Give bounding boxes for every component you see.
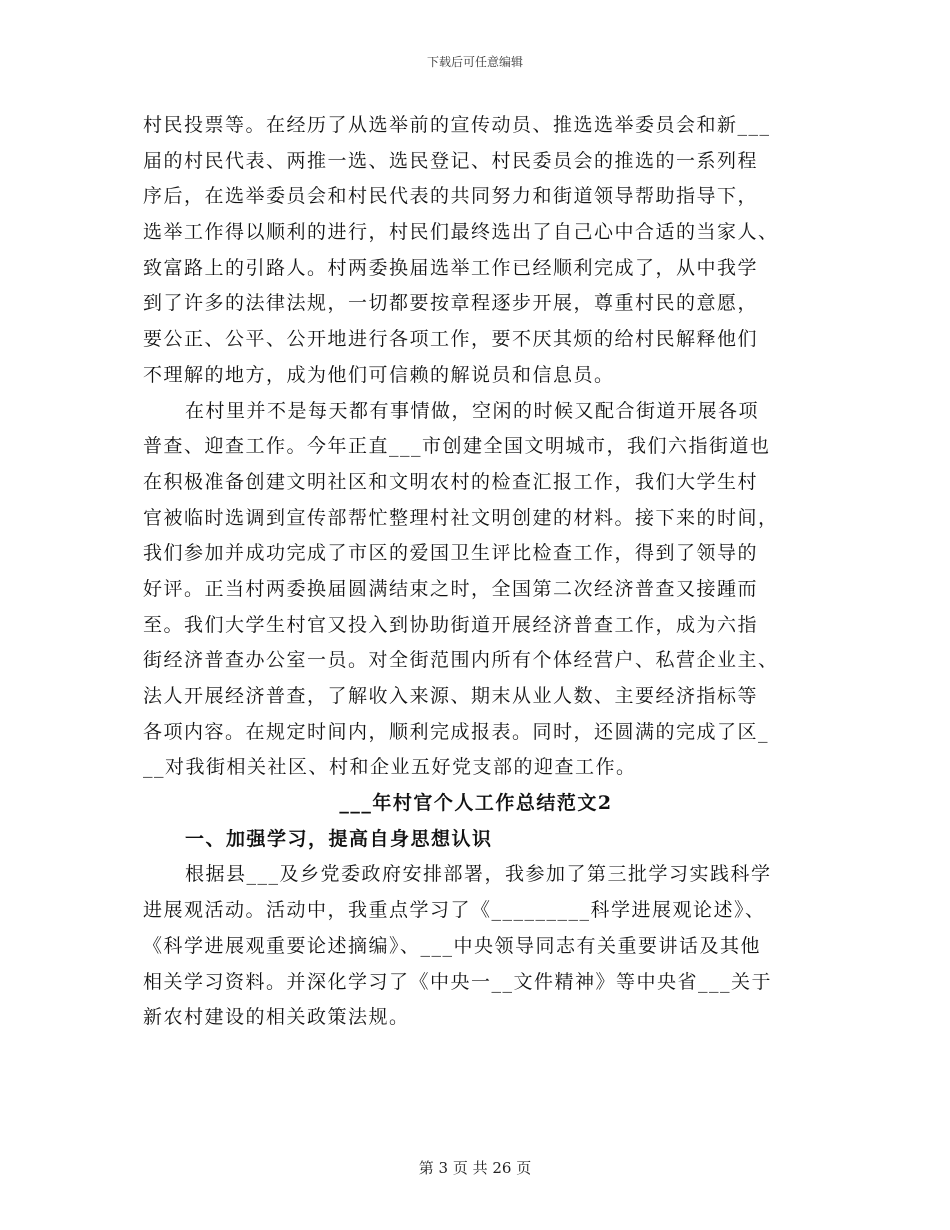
document-body (143, 108, 809, 1036)
body-line: 《科学进展观重要论述摘编》、___中央领导同志有关重要讲话及其他 (143, 934, 762, 957)
page-footer: 第 3 页 共 26 页 (418, 1159, 532, 1177)
body-line: 法人开展经济普查，了解收入来源、期末从业人数、主要经济指标等 (143, 685, 759, 707)
body-line: 相关学习资料。并深化学习了《中央一__文件精神》等中央省___关于 (143, 970, 773, 993)
body-line: 届的村民代表、两推一选、选民登记、村民委员会的推选的一系列程 (143, 149, 759, 172)
body-line: 官被临时选调到宣传部帮忙整理村社文明创建的材料。接下来的时间， (143, 506, 779, 529)
body-line: 致富路上的引路人。村两委换届选举工作已经顺利完成了，从中我学 (143, 256, 759, 279)
body-line: 村民投票等。在经历了从选举前的宣传动员、推选选举委员会和新___ (143, 114, 771, 136)
body-line: __对我街相关社区、村和企业五好党支部的迎查工作。 (143, 756, 637, 779)
paragraph-start-line: 在村里并不是每天都有事情做，空闲的时候又配合街道开展各项 (185, 399, 760, 422)
body-line: 选举工作得以顺利的进行，村民们最终选出了自己心中合适的当家人、 (143, 221, 779, 244)
paragraph-start-line: 根据县___及乡党委政府安排部署，我参加了第三批学习实践科学 (185, 863, 772, 886)
body-line: 我们参加并成功完成了市区的爱国卫生评比检查工作，得到了领导的 (143, 542, 759, 565)
body-line: 普查、迎查工作。今年正直___市创建全国文明城市，我们六指街道也 (143, 435, 771, 458)
body-line: 到了许多的法律法规，一切都要按章程逐步开展，尊重村民的意愿， (143, 292, 759, 315)
body-line: 不理解的地方，成为他们可信赖的解说员和信息员。 (143, 363, 615, 386)
body-line: 序后，在选举委员会和村民代表的共同努力和街道领导帮助指导下， (143, 185, 759, 208)
body-line: 在积极准备创建文明社区和文明农村的检查汇报工作，我们大学生村 (143, 470, 759, 493)
page-header: 下载后可任意编辑 (426, 55, 523, 69)
body-line: 新农村建设的相关政策法规。 (143, 1006, 410, 1029)
body-line: 好评。正当村两委换届圆满结束之时，全国第二次经济普查又接踵而 (143, 577, 759, 600)
body-line: 进展观活动。活动中，我重点学习了《_________科学进展观论述》、 (143, 899, 766, 922)
section-title: ___年村官个人工作总结范文2 (339, 792, 613, 815)
body-line: 街经济普查办公室一员。对全街范围内所有个体经营户、私营企业主、 (143, 649, 779, 672)
body-line: 要公正、公平、公开地进行各项工作，要不厌其烦的给村民解释他们 (143, 328, 759, 351)
subsection-heading: 一、加强学习，提高自身思想认识 (185, 827, 493, 850)
body-line: 至。我们大学生村官又投入到协助街道开展经济普查工作，成为六指 (143, 613, 759, 636)
body-line: 各项内容。在规定时间内，顺利完成报表。同时，还圆满的完成了区_ (143, 720, 770, 743)
